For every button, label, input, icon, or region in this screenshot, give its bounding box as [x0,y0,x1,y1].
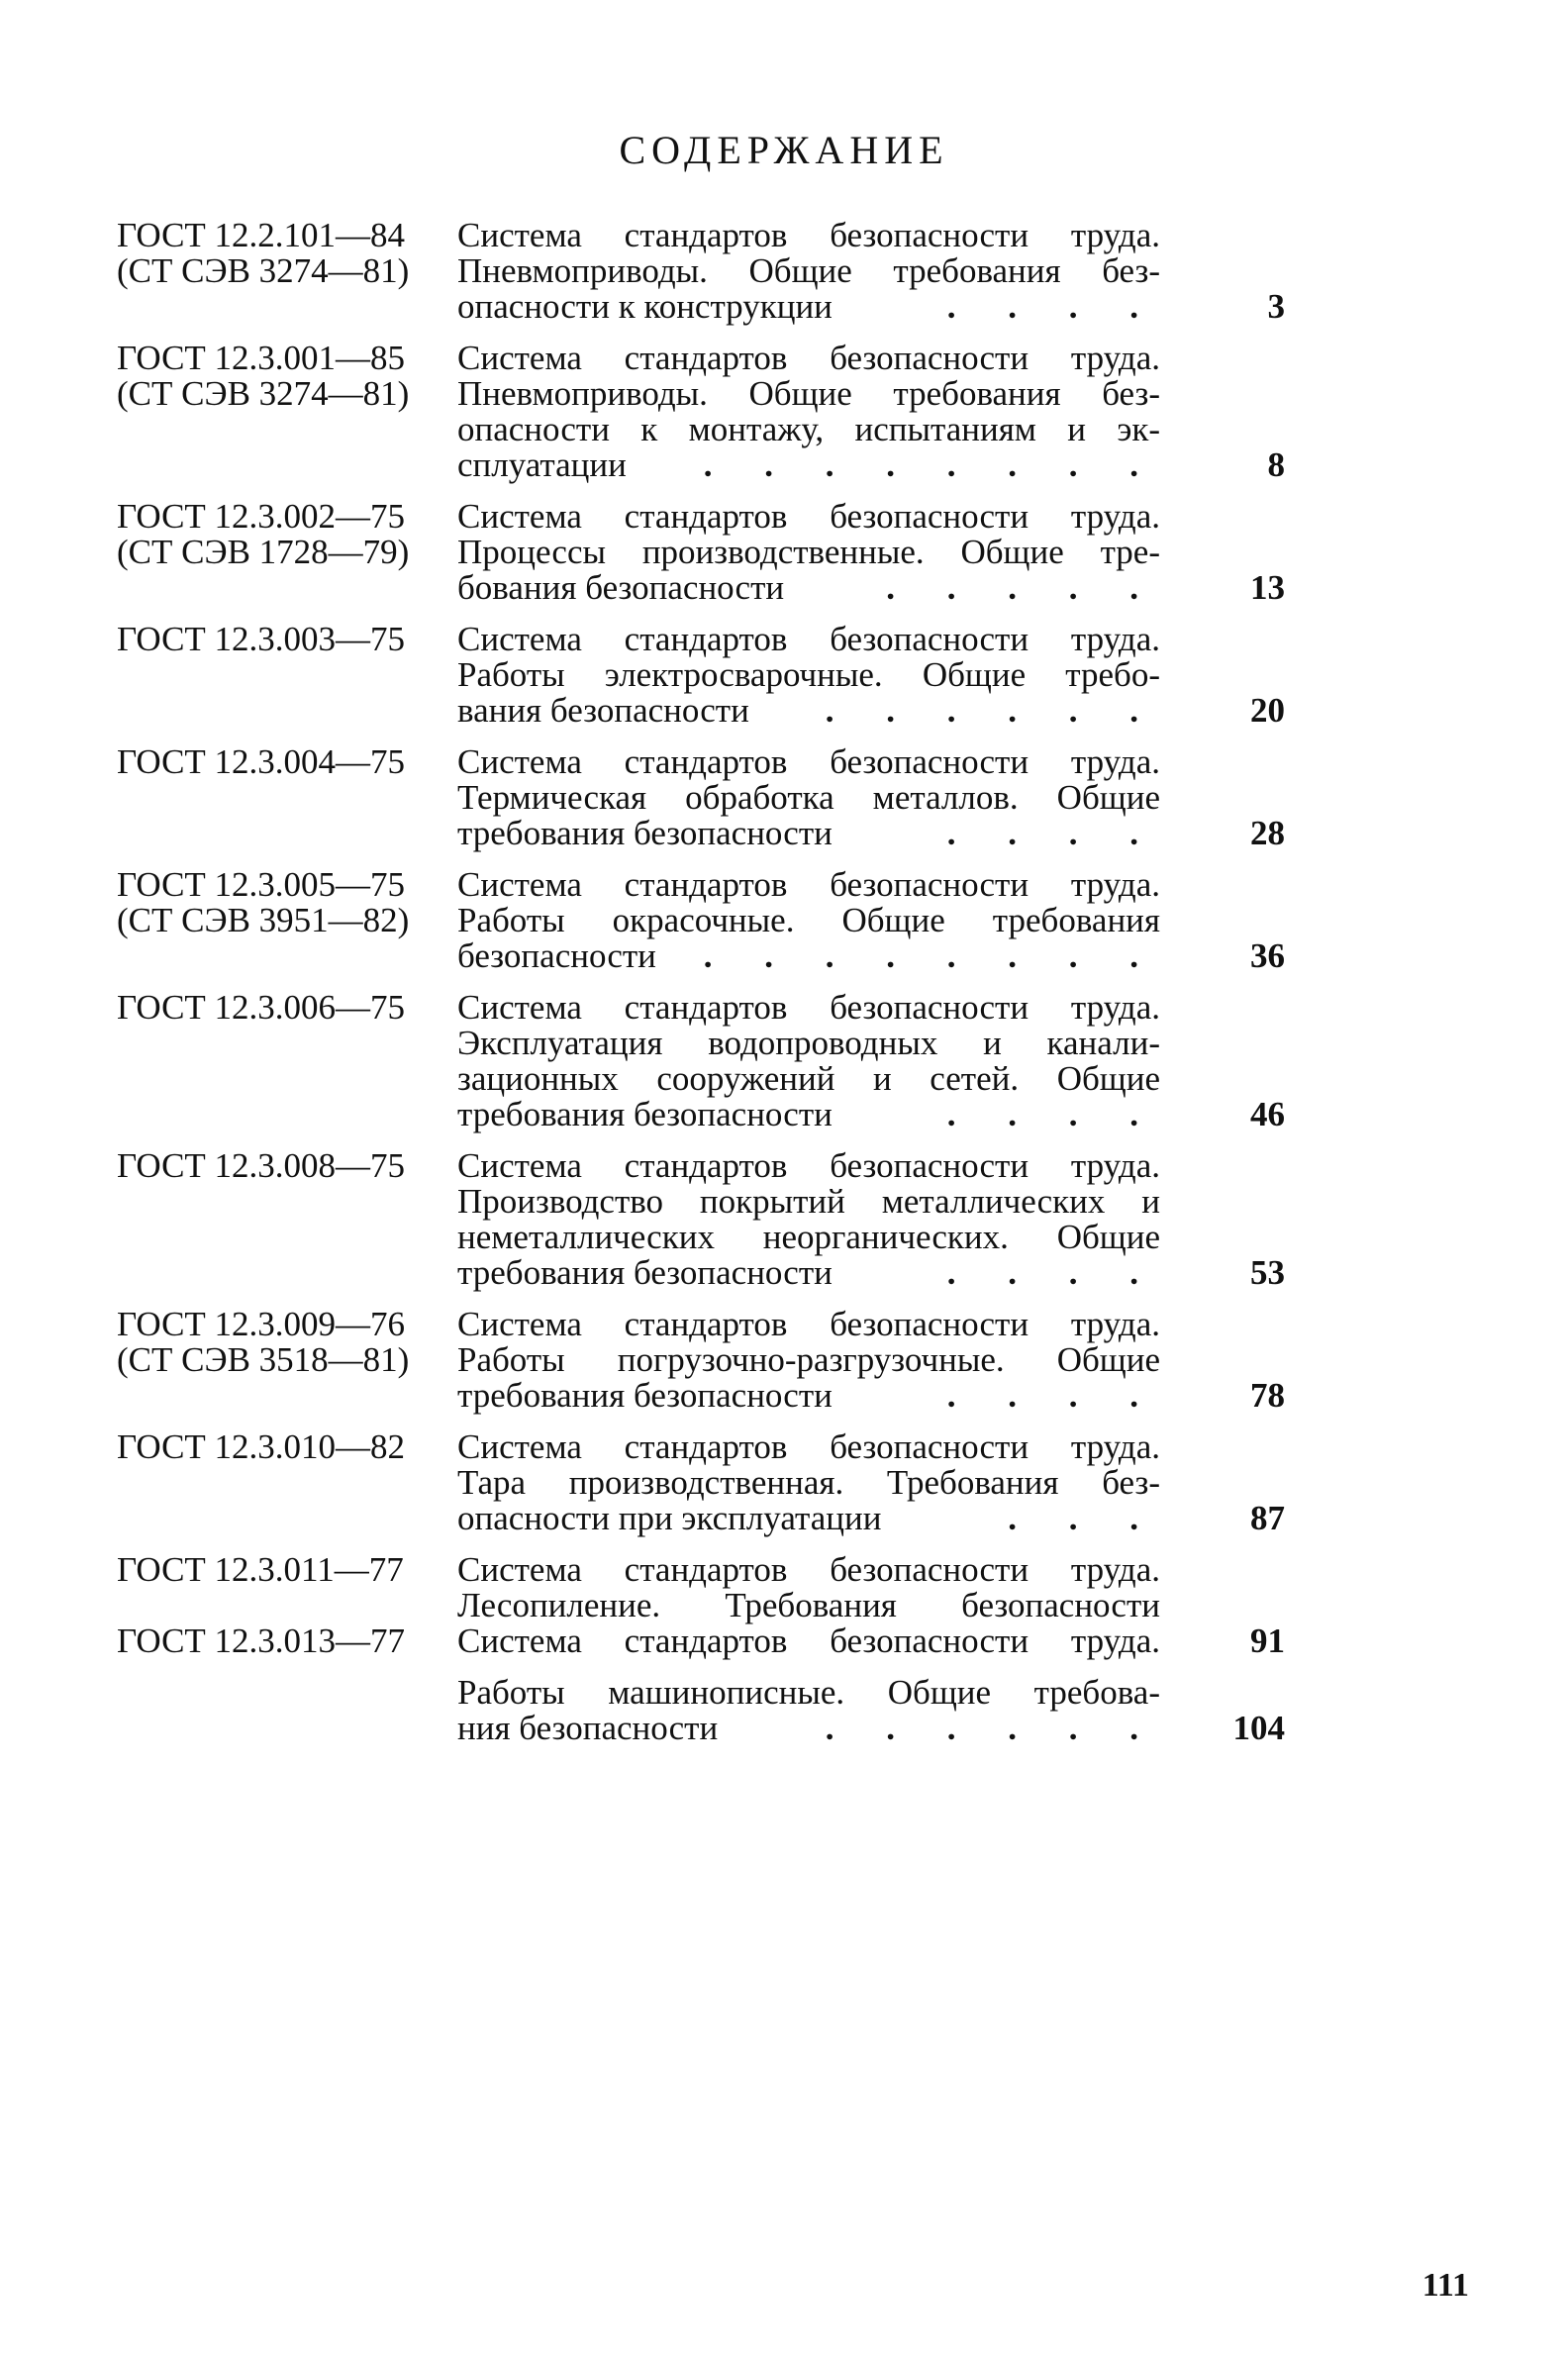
description-last-line [457,1501,1160,1536]
description-line: требования безопасности [457,1376,833,1415]
description-line: Система стандартов безопасности труда. [457,497,1160,536]
toc-entry-code [117,867,457,974]
toc-entry-code [117,744,457,851]
description-line: Система стандартов безопасности труда. [457,742,1160,781]
toc-entry-description [457,1148,1160,1291]
toc-entry-description [457,499,1160,606]
description-last-line [457,1588,1160,1623]
toc-entry [117,1307,1285,1414]
standard-code: ГОСТ 12.3.008—75 [117,1146,406,1185]
toc-entry-code [117,1552,457,1623]
toc-entry-description [457,1552,1160,1623]
leader-dots: . . . . . . [825,1711,1160,1746]
toc-entry-code [117,1675,457,1746]
description-line: опасности к монтажу, испытаниям и эк- [457,410,1160,448]
leader-dots: . . . . [946,816,1160,851]
toc-entry-code [117,990,457,1132]
leader-dots: . . . . . . [825,693,1160,729]
leader-dots: . . . . . . . . [703,938,1160,974]
toc-entry [117,1429,1285,1536]
standard-code: (СТ СЭВ 3274—81) [117,251,410,290]
description-line: Пневмоприводы. Общие требования без- [457,251,1160,290]
toc-entry-code [117,218,457,325]
standard-code: (СТ СЭВ 3518—81) [117,1340,410,1379]
description-line: Пневмоприводы. Общие требования без- [457,374,1160,413]
description-line: Система стандартов безопасности труда. [457,1621,1160,1660]
description-line: бования безопасности [457,568,785,607]
description-line: Система стандартов безопасности труда. [457,216,1160,254]
description-line: опасности к конструкции [457,287,833,326]
description-line: Термическая обработка металлов. Общие [457,778,1160,817]
toc-page-number: 8 [1267,445,1285,484]
toc-entry-description [457,218,1160,325]
description-line: Система стандартов безопасности труда. [457,339,1160,377]
description-line: неметаллических неорганических. Общие [457,1218,1160,1256]
toc-entry-code [117,1429,457,1536]
description-last-line [457,447,1160,483]
standard-code: ГОСТ 12.2.101—84 [117,216,406,254]
description-last-line [457,1711,1160,1746]
description-line: Работы машинописные. Общие требова- [457,1673,1160,1712]
toc-entry [117,218,1285,325]
description-line: Система стандартов безопасности труда. [457,988,1160,1027]
toc-page-number: 3 [1267,287,1285,326]
leader-dots: . . . . . [886,570,1160,606]
description-line: Система стандартов безопасности труда. [457,865,1160,904]
toc-entry [117,1675,1285,1746]
page-number: 111 [1421,2267,1469,2304]
toc-page-number: 36 [1250,936,1285,975]
toc-entry [117,867,1285,974]
toc-entry [117,990,1285,1132]
page-title: СОДЕРЖАНИЕ [619,128,949,172]
description-line: ния безопасности [457,1709,719,1747]
description-line: требования безопасности [457,1253,833,1292]
description-line: Работы окрасочные. Общие требования [457,901,1160,939]
standard-code: ГОСТ 12.3.006—75 [117,988,406,1027]
toc-page-number: 28 [1250,814,1285,852]
toc-entry-code [117,1148,457,1291]
description-line: Лесопиление. Требования безопасности [457,1586,1160,1624]
table-of-contents [117,218,1285,1762]
toc-page-number: 104 [1232,1709,1285,1747]
description-last-line [457,289,1160,325]
description-line: требования безопасности [457,1095,833,1133]
description-line: Производство покрытий металлических и [457,1182,1160,1221]
toc-entry [117,622,1285,729]
standard-code: ГОСТ 12.3.003—75 [117,620,406,658]
leader-dots: . . . . [946,1378,1160,1414]
description-line: вания безопасности [457,691,749,730]
description-line: Система стандартов безопасности труда. [457,1427,1160,1466]
toc-entry-description [457,1429,1160,1536]
description-line: требования безопасности [457,814,833,852]
standard-code: ГОСТ 12.3.002—75 [117,497,406,536]
toc-entry-description [457,1307,1160,1414]
description-line: Работы электросварочные. Общие требо- [457,655,1160,694]
toc-entry [117,1623,1285,1659]
standard-code: ГОСТ 12.3.005—75 [117,865,406,904]
toc-entry-description [457,622,1160,729]
description-line: Система стандартов безопасности труда. [457,1305,1160,1343]
toc-entry [117,744,1285,851]
description-last-line [457,693,1160,729]
toc-entry [117,1552,1285,1623]
description-line: Работы погрузочно-разгрузочные. Общие [457,1340,1160,1379]
toc-page-number: 91 [1250,1621,1285,1660]
toc-page-number: 53 [1250,1253,1285,1292]
description-line: сплуатации [457,445,627,484]
toc-page-number: 87 [1250,1499,1285,1537]
toc-entry [117,499,1285,606]
description-last-line [457,1623,1160,1659]
description-line: Процессы производственные. Общие тре- [457,533,1160,571]
toc-entry-description [457,990,1160,1132]
toc-entry-description [457,867,1160,974]
standard-code: (СТ СЭВ 3951—82) [117,901,410,939]
description-last-line [457,1378,1160,1414]
toc-entry-description [457,1675,1160,1746]
description-line: зационных сооружений и сетей. Общие [457,1059,1160,1098]
toc-entry [117,341,1285,483]
leader-dots: . . . . [946,289,1160,325]
standard-code: (СТ СЭВ 1728—79) [117,533,410,571]
description-last-line [457,570,1160,606]
toc-page-number: 20 [1250,691,1285,730]
description-line: Система стандартов безопасности труда. [457,1550,1160,1589]
description-line: Тара производственная. Требования без- [457,1463,1160,1502]
description-line: Система стандартов безопасности труда. [457,1146,1160,1185]
description-line: Эксплуатация водопроводных и канали- [457,1024,1160,1062]
leader-dots: . . . . [946,1097,1160,1132]
toc-entry-code [117,499,457,606]
standard-code: ГОСТ 12.3.011—77 [117,1550,404,1589]
toc-entry-description [457,341,1160,483]
toc-entry [117,1148,1285,1291]
toc-entry-description [457,1623,1160,1659]
toc-entry-code [117,1623,457,1659]
toc-entry-code [117,341,457,483]
toc-page-number: 78 [1250,1376,1285,1415]
description-line: опасности при эксплуатации [457,1499,882,1537]
leader-dots: . . . . . . . . [703,447,1160,483]
leader-dots: . . . [1008,1501,1160,1536]
toc-page-number: 13 [1250,568,1285,607]
description-last-line [457,938,1160,974]
standard-code: ГОСТ 12.3.009—76 [117,1305,406,1343]
description-line: Система стандартов безопасности труда. [457,620,1160,658]
standard-code: ГОСТ 12.3.013—77 [117,1621,406,1660]
leader-dots: . . . . [946,1255,1160,1291]
description-last-line [457,1097,1160,1132]
description-last-line [457,1255,1160,1291]
toc-entry-code [117,1307,457,1414]
standard-code: ГОСТ 12.3.001—85 [117,339,406,377]
description-line: безопасности [457,936,656,975]
standard-code: ГОСТ 12.3.004—75 [117,742,406,781]
standard-code: ГОСТ 12.3.010—82 [117,1427,406,1466]
standard-code: (СТ СЭВ 3274—81) [117,374,410,413]
toc-entry-description [457,744,1160,851]
toc-entry-code [117,622,457,729]
description-last-line [457,816,1160,851]
toc-page-number: 46 [1250,1095,1285,1133]
